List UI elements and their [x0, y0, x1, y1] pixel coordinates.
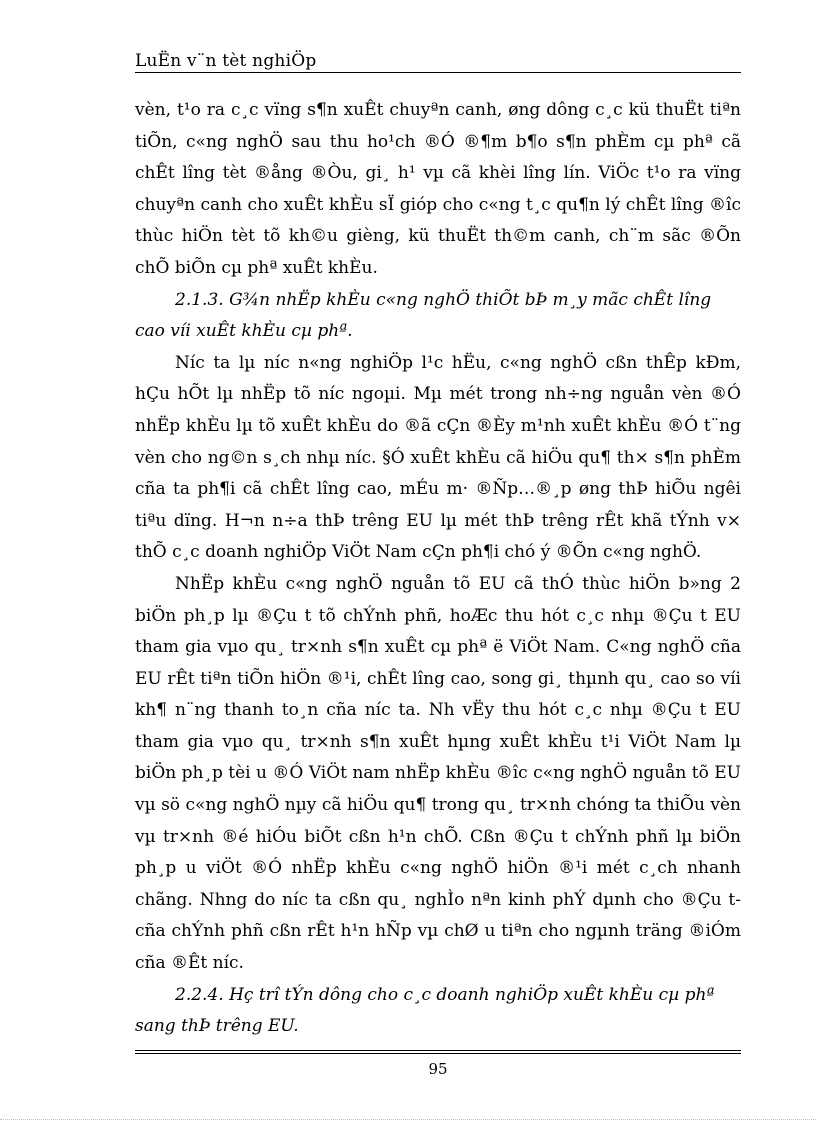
page-footer	[135, 1050, 741, 1078]
footer-rule-thin	[135, 1053, 741, 1054]
paragraph-continuation: vèn, t¹o ra c¸c vïng s¶n xuÊt chuyªn canh, øng dông c¸c kü thuËt tiªn tiÕn, c«ng nghÖ sau thu ho¹ch ®Ó ®¶m b¶o s¶n phÈm cµ phª cã chÊt lîng tèt ®ång ®Òu, gi¸ h¹ vµ cã khèi lîng lín. ViÖc t¹o ra vïng chuyªn canh cho xuÊt khÈu sÏ gióp cho c«ng t¸c qu¶n lý chÊt lîng ®îc thùc hiÖn tèt tõ kh©u gièng, kü thuËt th©m canh, ch¨m sãc ®Õn chÕ biÕn cµ phª xuÊt khÈu.	[135, 100, 741, 278]
header-title: LuËn v¨n tèt nghiÖp	[135, 51, 317, 71]
page-body	[135, 95, 741, 1043]
page-header	[135, 49, 741, 73]
section-heading-2-2-4: 2.2.4. Hç trî tÝn dông cho c¸c doanh nghiÖp xuÊt khÈu cµ phª sang thÞ trêng EU.	[135, 984, 715, 1037]
footer-rule	[135, 1050, 741, 1051]
paragraph: NhËp khÈu c«ng nghÖ nguån tõ EU cã thÓ thùc hiÖn b»ng 2 biÖn ph¸p lµ ®Çu t tõ chÝnh phñ, hoÆc thu hót c¸c nhµ ®Çu t EU tham gia vµo qu¸ tr×nh s¶n xuÊt cµ phª ë ViÖt Nam. C«ng nghÖ cña EU rÊt tiªn tiÕn hiÖn ®¹i, chÊt lîng cao, song gi¸ thµnh qu¸ cao so víi kh¶ n¨ng thanh to¸n cña níc ta. Nh vËy thu hót c¸c nhµ ®Çu t EU tham gia vµo qu¸ tr×nh s¶n xuÊt hµng xuÊt khÈu t¹i ViÖt Nam lµ biÖn ph¸p tèi u ®Ó ViÖt nam nhËp khÈu ®îc c«ng nghÖ nguån tõ EU vµ sö c«ng nghÖ nµy cã hiÖu qu¶ trong qu¸ tr×nh chóng ta thiÕu vèn vµ tr×nh ®é hiÓu biÕt cßn h¹n chÕ. Cßn ®Çu t chÝnh phñ lµ biÖn ph¸p u viÖt ®Ó nhËp khÈu c«ng nghÖ hiÖn ®¹i mét c¸ch nhanh chãng. Nhng do níc ta cßn qu¸ nghÌo nªn kinh phÝ dµnh cho ®Çu t cña chÝnh phñ cßn rÊt h¹n hÑp vµ chØ u tiªn cho ngµnh träng ®iÓm cña ®Êt níc.	[135, 573, 741, 974]
page-number: 95	[428, 1060, 448, 1078]
page-bottom-border	[0, 1119, 816, 1120]
paragraph: Níc ta lµ níc n«ng nghiÖp l¹c hËu, c«ng nghÖ cßn thÊp kÐm, hÇu hÕt lµ nhËp tõ níc ngoµi. Mµ mét trong nh÷ng nguån vèn ®Ó nhËp khÈu lµ tõ xuÊt khÈu do ®ã cÇn ®Èy m¹nh xuÊt khÈu ®Ó t¨ng vèn cho ng©n s¸ch nhµ níc. §Ó xuÊt khÈu cã hiÖu qu¶ th× s¶n phÈm cña ta ph¶i cã chÊt lîng cao, mÉu m· ®Ñp…®¸p øng thÞ hiÕu ngêi tiªu dïng. H¬n n÷a thÞ trêng EU lµ mét thÞ trêng rÊt khã tÝnh v× thÕ c¸c doanh nghiÖp ViÖt Nam cÇn ph¶i chó ý ®Õn c«ng nghÖ.	[135, 352, 741, 563]
header-rule	[135, 72, 741, 73]
section-heading-2-1-3: 2.1.3. G¾n nhËp khÈu c«ng nghÖ thiÕt bÞ m¸y mãc chÊt lîng cao víi xuÊt khÈu cµ phª.	[135, 289, 712, 342]
